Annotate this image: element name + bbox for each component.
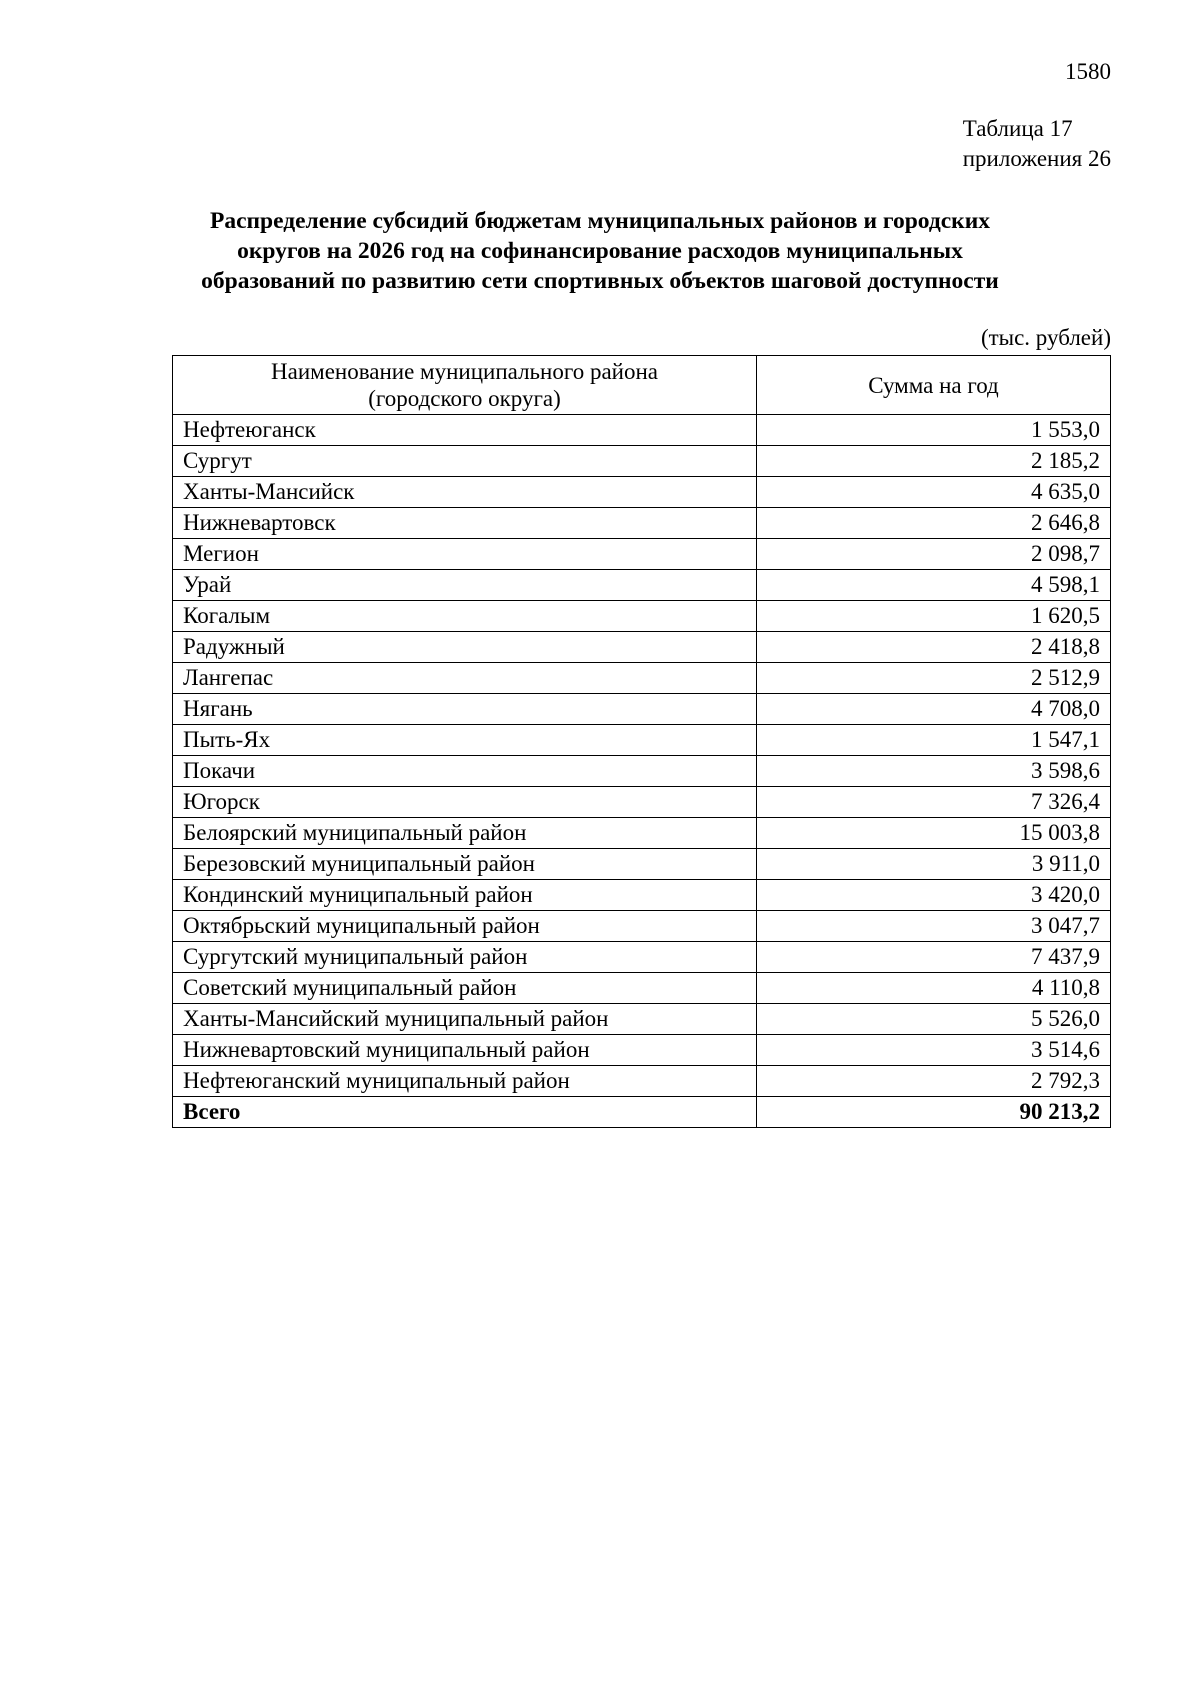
table-label: Таблица 17 — [962, 116, 1073, 141]
title-line-2: округов на 2026 год на софинансирование расходов муниципальных — [237, 238, 963, 264]
column-header-name — [173, 356, 757, 415]
municipality-name: Нефтеюганский муниципальный район — [173, 1066, 757, 1097]
table-row — [173, 1004, 1111, 1035]
municipality-name: Пыть-Ях — [173, 725, 757, 756]
subsidy-amount: 1 553,0 — [757, 415, 1111, 446]
subsidy-amount: 1 620,5 — [757, 601, 1111, 632]
municipality-name: Белоярский муниципальный район — [173, 818, 757, 849]
table-row — [173, 818, 1111, 849]
municipality-name: Югорск — [173, 787, 757, 818]
subsidy-table — [172, 355, 1111, 1128]
table-row — [173, 601, 1111, 632]
table-header-row — [173, 356, 1111, 415]
table-row — [173, 663, 1111, 694]
subsidy-amount: 3 598,6 — [757, 756, 1111, 787]
municipality-name: Сургут — [173, 446, 757, 477]
table-row — [173, 508, 1111, 539]
municipality-name: Урай — [173, 570, 757, 601]
title-line-3: образований по развитию сети спортивных объектов шаговой доступности — [201, 268, 999, 294]
municipality-name: Кондинский муниципальный район — [173, 880, 757, 911]
municipality-name: Нягань — [173, 694, 757, 725]
subsidy-amount: 7 437,9 — [757, 942, 1111, 973]
table-row — [173, 570, 1111, 601]
subsidy-amount: 3 047,7 — [757, 911, 1111, 942]
subsidy-amount: 15 003,8 — [757, 818, 1111, 849]
title-line-1: Распределение субсидий бюджетам муниципальных районов и городских — [209, 208, 991, 234]
column-header-amount: Сумма на год — [757, 356, 1111, 415]
municipality-name: Нефтеюганск — [173, 415, 757, 446]
municipality-name: Нижневартовский муниципальный район — [173, 1035, 757, 1066]
column-header-name-line1: Наименование муниципального района — [271, 359, 658, 384]
subsidy-amount: 3 420,0 — [757, 880, 1111, 911]
municipality-name: Покачи — [173, 756, 757, 787]
subsidy-amount: 4 598,1 — [757, 570, 1111, 601]
table-row — [173, 694, 1111, 725]
municipality-name: Нижневартовск — [173, 508, 757, 539]
units-note: (тыс. рублей) — [980, 325, 1111, 350]
municipality-name: Октябрьский муниципальный район — [173, 911, 757, 942]
subsidy-amount: 4 635,0 — [757, 477, 1111, 508]
table-row — [173, 1066, 1111, 1097]
subsidy-amount: 3 514,6 — [757, 1035, 1111, 1066]
subsidy-amount: 2 512,9 — [757, 663, 1111, 694]
column-header-name-line2: (городского округа) — [368, 386, 561, 411]
document-title — [150, 206, 1050, 296]
table-row — [173, 942, 1111, 973]
total-label: Всего — [173, 1097, 757, 1128]
subsidy-amount: 2 792,3 — [757, 1066, 1111, 1097]
municipality-name: Лангепас — [173, 663, 757, 694]
appendix-label: приложения 26 — [962, 146, 1111, 171]
municipality-name: Ханты-Мансийский муниципальный район — [173, 1004, 757, 1035]
total-row — [173, 1097, 1111, 1128]
municipality-name: Сургутский муниципальный район — [173, 942, 757, 973]
table-row — [173, 415, 1111, 446]
total-amount: 90 213,2 — [757, 1097, 1111, 1128]
table-reference — [963, 114, 1111, 174]
subsidy-amount: 2 418,8 — [757, 632, 1111, 663]
municipality-name: Березовский муниципальный район — [173, 849, 757, 880]
table-row — [173, 632, 1111, 663]
page-number: 1580 — [1065, 59, 1111, 84]
municipality-name: Когалым — [173, 601, 757, 632]
table-row — [173, 880, 1111, 911]
subsidy-amount: 2 185,2 — [757, 446, 1111, 477]
table-row — [173, 446, 1111, 477]
table-row — [173, 756, 1111, 787]
subsidy-amount: 2 098,7 — [757, 539, 1111, 570]
table-row — [173, 477, 1111, 508]
subsidy-amount: 4 110,8 — [757, 973, 1111, 1004]
table-row — [173, 539, 1111, 570]
subsidy-amount: 2 646,8 — [757, 508, 1111, 539]
subsidy-amount: 4 708,0 — [757, 694, 1111, 725]
table-row — [173, 973, 1111, 1004]
table-row — [173, 1035, 1111, 1066]
municipality-name: Советский муниципальный район — [173, 973, 757, 1004]
table-row — [173, 725, 1111, 756]
municipality-name: Мегион — [173, 539, 757, 570]
subsidy-amount: 1 547,1 — [757, 725, 1111, 756]
table-row — [173, 911, 1111, 942]
table-body — [173, 415, 1111, 1097]
table-row — [173, 787, 1111, 818]
subsidy-amount: 3 911,0 — [757, 849, 1111, 880]
municipality-name: Радужный — [173, 632, 757, 663]
subsidy-amount: 7 326,4 — [757, 787, 1111, 818]
table-row — [173, 849, 1111, 880]
subsidy-amount: 5 526,0 — [757, 1004, 1111, 1035]
municipality-name: Ханты-Мансийск — [173, 477, 757, 508]
